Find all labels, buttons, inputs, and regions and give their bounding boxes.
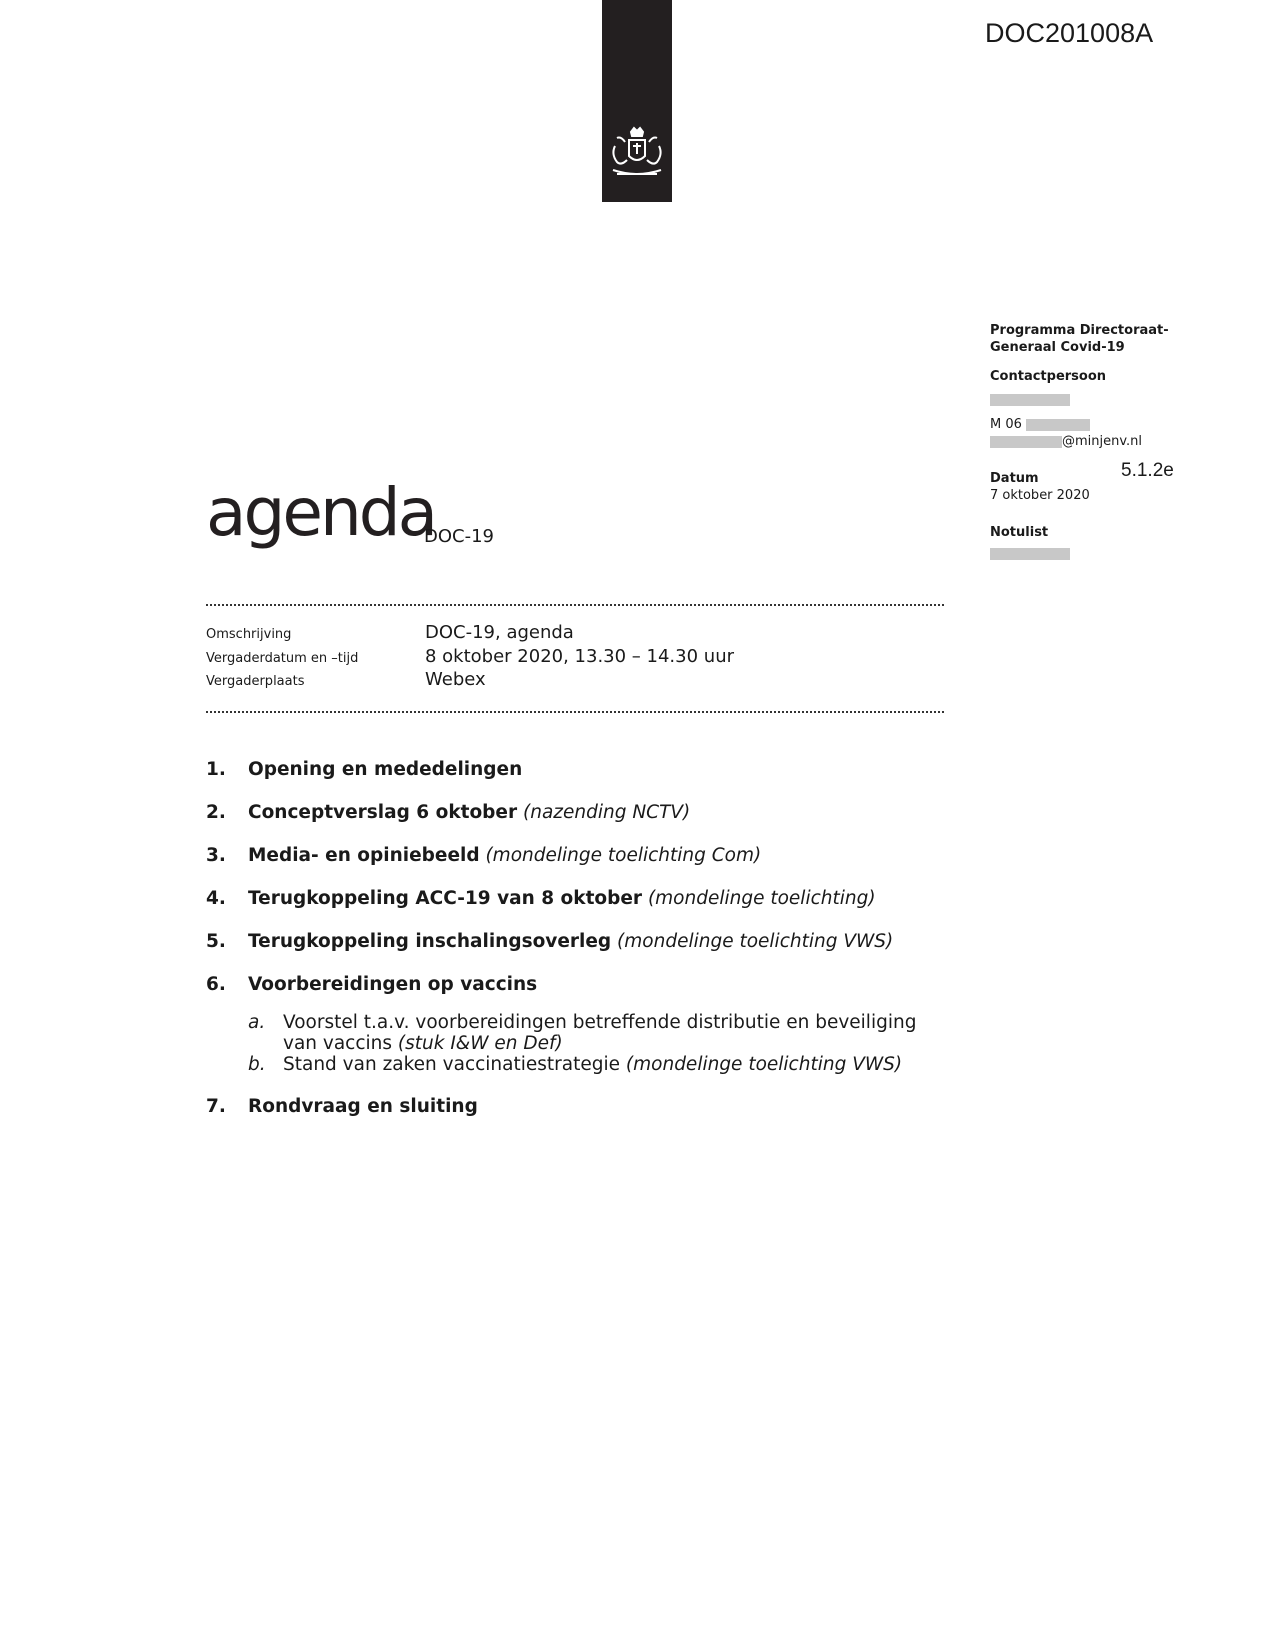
department-line-1: Programma Directoraat- (990, 323, 1169, 338)
item-title: Terugkoppeling inschalingsoverleg (248, 931, 612, 952)
notulist-label: Notulist (990, 525, 1049, 540)
page-title: agenda (206, 474, 436, 551)
meta-value: Webex (425, 669, 486, 690)
agenda-item (206, 758, 946, 781)
sub-item-note: (mondelinge toelichting VWS) (625, 1054, 903, 1075)
agenda-item (206, 1095, 946, 1118)
item-title: Rondvraag en sluiting (248, 1096, 478, 1117)
document-code: DOC201008A (985, 18, 1154, 48)
contact-label: Contactpersoon (990, 369, 1107, 384)
redacted-email (990, 436, 1062, 448)
item-note: (mondelinge toelichting Com) (485, 845, 762, 866)
agenda-item (206, 801, 946, 824)
sub-item-text: Stand van zaken vaccinatiestrategie (283, 1054, 621, 1075)
sidebar-info (990, 322, 1210, 574)
date-label: Datum (990, 471, 1039, 486)
redacted-phone (1026, 419, 1090, 431)
meta-value: 8 oktober 2020, 13.30 – 14.30 uur (425, 645, 734, 667)
sub-item-letter: b. (248, 1054, 266, 1075)
item-number: 7. (206, 1096, 226, 1117)
meta-value: DOC-19, agenda (425, 622, 574, 643)
redacted-contact-name (990, 394, 1070, 406)
item-note: (mondelinge toelichting) (647, 888, 876, 909)
phone-prefix: M 06 (990, 417, 1022, 432)
sub-item (248, 1054, 946, 1075)
agenda-items (206, 758, 946, 1138)
date-value: 7 oktober 2020 (990, 488, 1090, 503)
meta-row (206, 622, 944, 646)
redacted-notulist (990, 548, 1070, 560)
item-title: Terugkoppeling ACC-19 van 8 oktober (248, 888, 643, 909)
item-title: Opening en mededelingen (248, 759, 523, 780)
meta-label: Vergaderdatum en –tijd (206, 650, 359, 666)
item-number: 3. (206, 845, 226, 866)
agenda-item (206, 844, 946, 867)
coat-of-arms-icon (605, 126, 669, 186)
item-title: Conceptverslag 6 oktober (248, 802, 518, 823)
agenda-item (206, 887, 946, 910)
sub-item (248, 1012, 946, 1054)
item-number: 1. (206, 759, 226, 780)
item-note: (nazending NCTV) (523, 802, 691, 823)
department-line-2: Generaal Covid-19 (990, 340, 1125, 355)
meta-row (206, 646, 944, 670)
item-title: Voorbereidingen op vaccins (248, 974, 538, 995)
email-suffix: @minjenv.nl (1062, 434, 1143, 449)
item-number: 5. (206, 931, 226, 952)
divider-top (206, 604, 944, 606)
item-number: 4. (206, 888, 226, 909)
agenda-item (206, 930, 946, 953)
sub-item-letter: a. (248, 1012, 266, 1033)
divider-bottom (206, 711, 944, 713)
sub-item-text: Voorstel t.a.v. voorbereidingen betreffende distributie en beveiliging van vaccins (283, 1012, 917, 1054)
redaction-stamp: 5.1.2e (1121, 460, 1174, 481)
sub-item-note: (stuk I&W en Def) (397, 1033, 563, 1054)
meta-row (206, 669, 944, 693)
sub-items (248, 1012, 946, 1075)
item-note: (mondelinge toelichting VWS) (617, 931, 894, 952)
item-title: Media- en opiniebeeld (248, 845, 480, 866)
item-number: 6. (206, 974, 226, 995)
page-subtitle: DOC-19 (424, 526, 494, 547)
meta-label: Omschrijving (206, 627, 292, 642)
agenda-item (206, 973, 946, 1075)
meta-label: Vergaderplaats (206, 674, 305, 689)
government-logo-bar (602, 0, 672, 202)
meeting-meta (206, 622, 944, 693)
item-number: 2. (206, 802, 226, 823)
